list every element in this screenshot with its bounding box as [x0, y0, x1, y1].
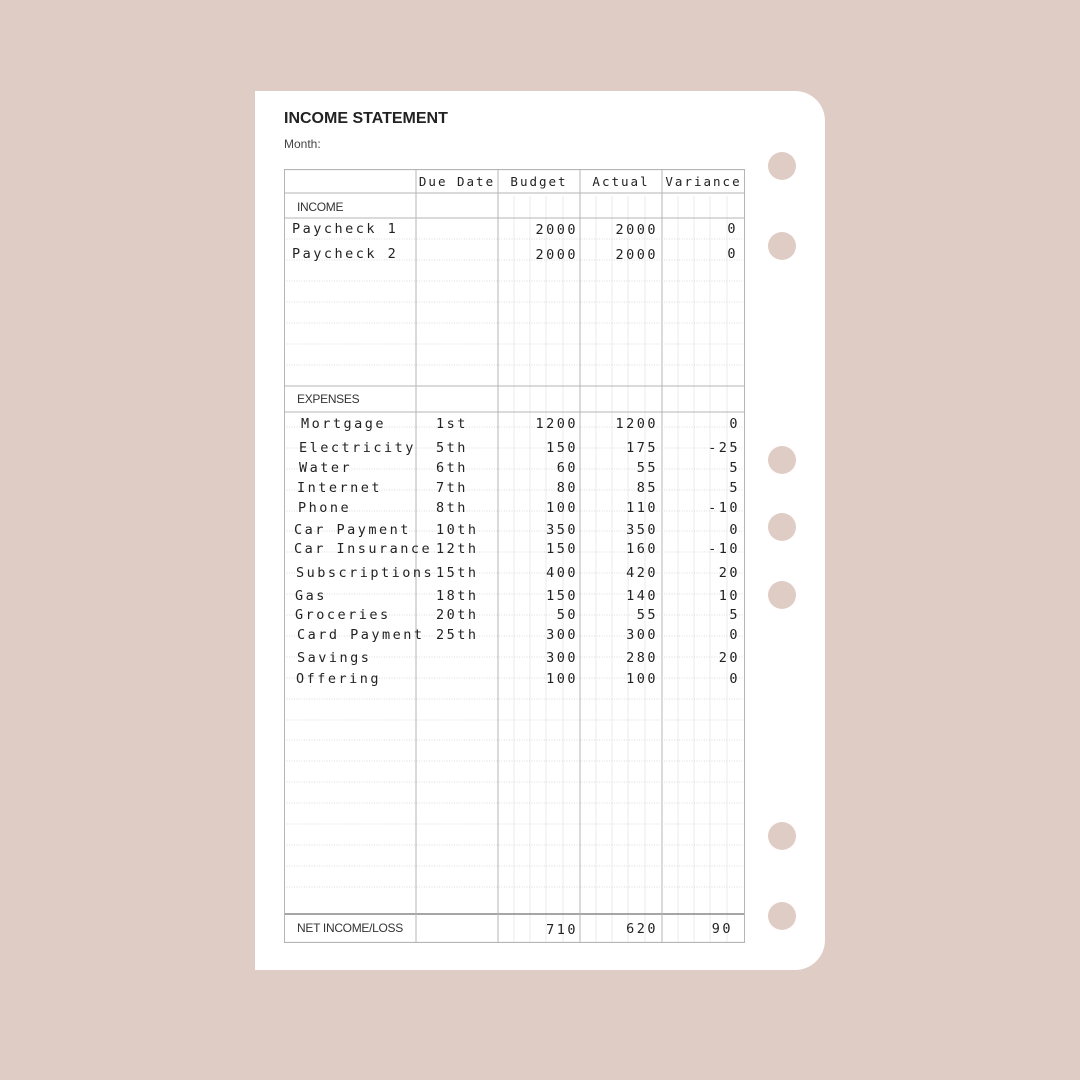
expense-actual: 1200: [615, 416, 658, 432]
expense-budget: 300: [546, 650, 578, 666]
expense-due-date: 8th: [436, 500, 468, 516]
binder-hole: [768, 513, 796, 541]
expense-budget: 100: [546, 671, 578, 687]
column-header-due-date: Due Date: [418, 174, 496, 189]
expense-budget: 80: [556, 480, 578, 496]
expenses-section-label: EXPENSES: [297, 392, 360, 406]
expense-actual: 55: [636, 607, 658, 623]
expense-item-name: Subscriptions: [296, 565, 435, 581]
income-section-label: INCOME: [297, 200, 344, 214]
expense-item-name: Offering: [296, 671, 382, 687]
expense-item-name: Phone: [298, 500, 352, 516]
binder-hole: [768, 822, 796, 850]
expense-variance: 0: [729, 627, 740, 643]
expense-actual: 100: [626, 671, 658, 687]
expense-budget: 150: [546, 541, 578, 557]
expense-due-date: 1st: [436, 416, 468, 432]
net-budget: 710: [546, 922, 578, 938]
expense-variance: 20: [718, 565, 740, 581]
expense-variance: 0: [729, 416, 740, 432]
income-item-name: Paycheck 2: [292, 246, 399, 262]
expense-item-name: Water: [299, 460, 353, 476]
expense-item-name: Car Insurance: [294, 541, 433, 557]
expense-due-date: 12th: [436, 541, 479, 557]
net-actual: 620: [626, 921, 658, 937]
income-actual: 2000: [615, 222, 658, 238]
expense-due-date: 5th: [436, 440, 468, 456]
expense-actual: 85: [636, 480, 658, 496]
expense-actual: 300: [626, 627, 658, 643]
expense-item-name: Card Payment: [297, 627, 425, 643]
income-item-name: Paycheck 1: [292, 221, 399, 237]
expense-actual: 110: [626, 500, 658, 516]
expense-variance: 0: [729, 671, 740, 687]
expense-budget: 1200: [535, 416, 578, 432]
expense-budget: 300: [546, 627, 578, 643]
expense-budget: 150: [546, 440, 578, 456]
income-budget: 2000: [535, 247, 578, 263]
binder-hole: [768, 446, 796, 474]
income-budget: 2000: [535, 222, 578, 238]
column-header-actual: Actual: [592, 174, 650, 189]
expense-due-date: 7th: [436, 480, 468, 496]
expense-actual: 55: [636, 460, 658, 476]
expense-item-name: Gas: [295, 588, 327, 604]
expense-due-date: 18th: [436, 588, 479, 604]
expense-budget: 100: [546, 500, 578, 516]
expense-due-date: 15th: [436, 565, 479, 581]
net-variance: 90: [711, 921, 733, 937]
expense-due-date: 20th: [436, 607, 479, 623]
expense-variance: -10: [708, 500, 740, 516]
income-variance: 0: [727, 246, 738, 262]
binder-hole: [768, 232, 796, 260]
expense-actual: 350: [626, 522, 658, 538]
expense-actual: 160: [626, 541, 658, 557]
income-actual: 2000: [615, 247, 658, 263]
expense-variance: -10: [708, 541, 740, 557]
expense-actual: 175: [626, 440, 658, 456]
page-title: INCOME STATEMENT: [284, 110, 448, 127]
net-income-label: NET INCOME/LOSS: [297, 921, 403, 935]
expense-item-name: Car Payment: [294, 522, 411, 538]
expense-actual: 420: [626, 565, 658, 581]
expense-variance: -25: [708, 440, 740, 456]
expense-budget: 50: [556, 607, 578, 623]
expense-variance: 10: [718, 588, 740, 604]
expense-item-name: Groceries: [295, 607, 391, 623]
expense-variance: 0: [729, 522, 740, 538]
expense-item-name: Savings: [297, 650, 372, 666]
binder-hole: [768, 902, 796, 930]
expense-actual: 140: [626, 588, 658, 604]
expense-budget: 60: [556, 460, 578, 476]
expense-variance: 20: [718, 650, 740, 666]
expense-item-name: Internet: [297, 480, 383, 496]
expense-budget: 350: [546, 522, 578, 538]
income-variance: 0: [727, 221, 738, 237]
expense-budget: 400: [546, 565, 578, 581]
expense-variance: 5: [729, 460, 740, 476]
expense-due-date: 10th: [436, 522, 479, 538]
expense-due-date: 25th: [436, 627, 479, 643]
column-header-budget: Budget: [510, 174, 568, 189]
month-label: Month:: [284, 137, 321, 151]
expense-actual: 280: [626, 650, 658, 666]
expense-item-name: Mortgage: [301, 416, 387, 432]
expense-variance: 5: [729, 607, 740, 623]
binder-hole: [768, 152, 796, 180]
expense-due-date: 6th: [436, 460, 468, 476]
binder-hole: [768, 581, 796, 609]
expense-variance: 5: [729, 480, 740, 496]
column-header-variance: Variance: [665, 174, 742, 189]
expense-item-name: Electricity: [299, 440, 416, 456]
expense-budget: 150: [546, 588, 578, 604]
